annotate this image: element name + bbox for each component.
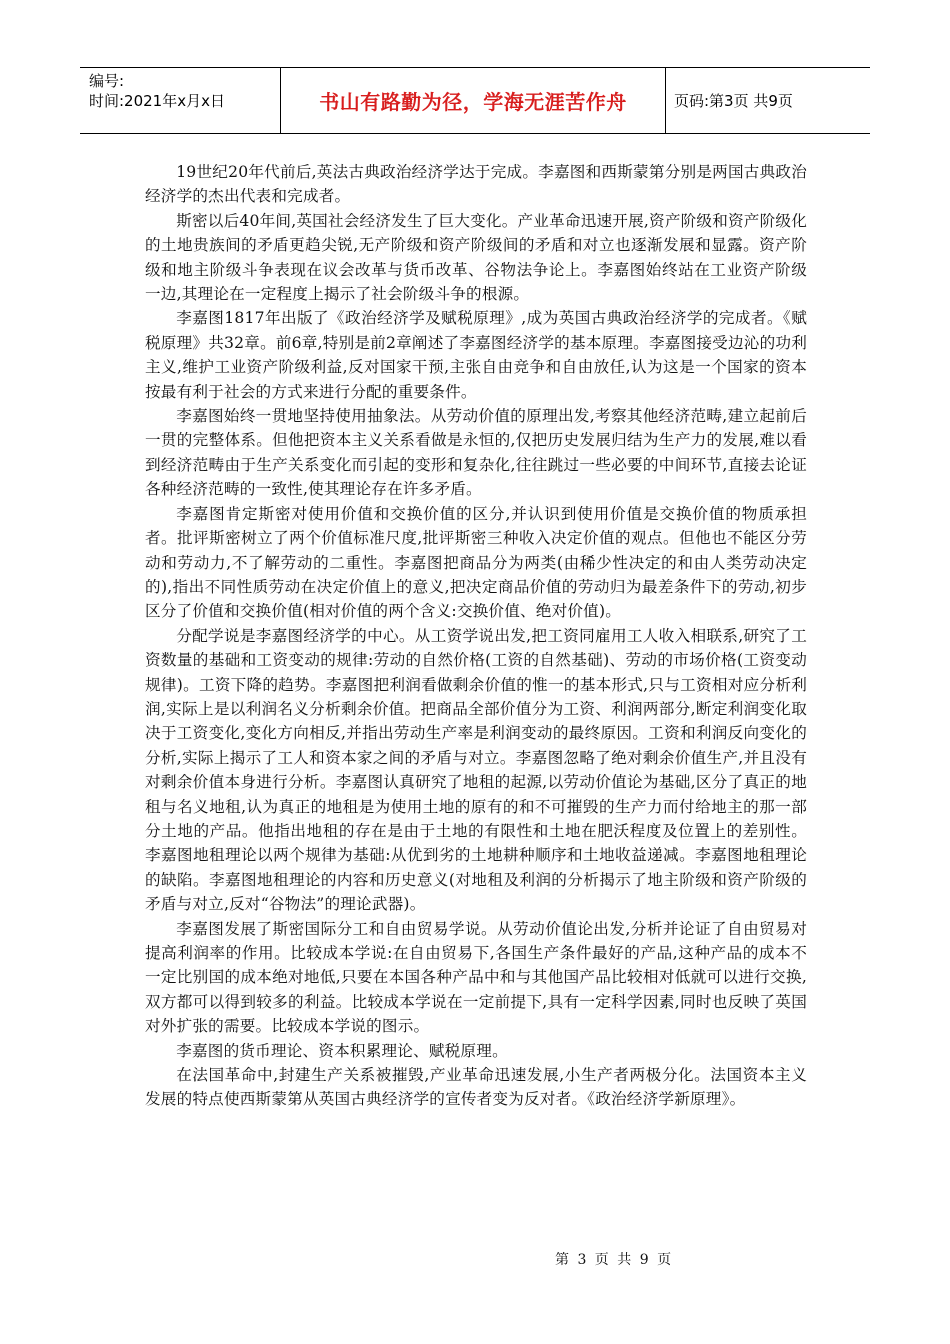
paragraph: 李嘉图发展了斯密国际分工和自由贸易学说。从劳动价值论出发,分析并论证了自由贸易对提高利润率的作用。比较成本学说:在自由贸易下,各国生产条件最好的产品,这种产品的成本不一定比别国的成本绝对地低,只要在本国各种产品中和与其他国产品比较相对低就可以进行交换,双方都可以得到较多的利益。比较成本学说在一定前提下,具有一定科学因素,同时也反映了英国对外扩张的需要。比较成本学说的图示。 xyxy=(145,919,807,1036)
page-footer: 第 3 页 共 9 页 xyxy=(555,1252,674,1268)
paragraph: 19世纪20年代前后,英法古典政治经济学达于完成。李嘉图和西斯蒙第分别是两国古典政治经济学的杰出代表和完成者。 xyxy=(145,163,807,206)
document-number-label: 编号: xyxy=(89,72,125,90)
paragraph: 李嘉图始终一贯地坚持使用抽象法。从劳动价值的原理出发,考察其他经济范畴,建立起前后一贯的完整体系。但他把资本主义关系看做是永恒的,仅把历史发展归结为生产力的发展,难以看到经济范畴由于生产关系变化而引起的变形和复杂化,往往跳过一些必要的中间环节,直接去论证各种经济范畴的一致性,使其理论存在许多矛盾。 xyxy=(145,407,807,499)
paragraph: 斯密以后40年间,英国社会经济发生了巨大变化。产业革命迅速开展,资产阶级和资产阶级化的土地贵族间的矛盾更趋尖锐,无产阶级和资产阶级间的矛盾和对立也逐渐发展和显露。资产阶级和地主阶级斗争表现在议会改革与货币改革、谷物法争论上。李嘉图始终站在工业资产阶级一边,其理论在一定程度上揭示了社会阶级斗争的根源。 xyxy=(145,211,807,304)
document-time-label: 时间:2021年x月x日 xyxy=(89,92,225,110)
header-motto: 书山有路勤为径，学海无涯苦作舟 xyxy=(281,68,666,133)
paragraph: 李嘉图的货币理论、资本积累理论、赋税原理。 xyxy=(176,1041,508,1060)
header-page-info: 页码:第3页 共9页 xyxy=(674,92,793,110)
paragraph: 李嘉图1817年出版了《政治经济学及赋税原理》,成为英国古典政治经济学的完成者。《赋税原理》共32章。前6章,特别是前2章阐述了李嘉图经济学的基本原理。李嘉图接受边沁的功利主义,维护工业资产阶级利益,反对国家干预,主张自由竞争和自由放任,认为这是一个国家的资本按最有利于社会的方式来进行分配的重要条件。 xyxy=(145,309,807,401)
paragraph: 在法国革命中,封建生产关系被摧毁,产业革命迅速发展,小生产者两极分化。法国资本主义发展的特点使西斯蒙第从英国古典经济学的宣传者变为反对者。《政治经济学新原理》。 xyxy=(145,1066,807,1109)
paragraph: 分配学说是李嘉图经济学的中心。从工资学说出发,把工资同雇用工人收入相联系,研究了工资数量的基础和工资变动的规律:劳动的自然价格(工资的自然基础)、劳动的市场价格(工资变动规律)。工资下降的趋势。李嘉图把利润看做剩余价值的惟一的基本形式,只与工资相对应分析利润,实际上是以利润名义分析剩余价值。把商品全部价值分为工资、利润两部分,断定利润变化取决于工资变化,变化方向相反,并指出劳动生产率是利润变动的最终原因。工资和利润反向变化的分析,实际上揭示了工人和资本家之间的矛盾与对立。李嘉图忽略了绝对剩余价值生产,并且没有对剩余价值本身进行分析。李嘉图认真研究了地租的起源,以劳动价值论为基础,区分了真正的地租与名义地租,认为真正的地租是为使用土地的原有的和不可摧毁的生产力而付给地主的那一部分土地的产品。他指出地租的存在是由于土地的有限性和土地在肥沃程度及位置上的差别性。李嘉图地租理论以两个规律为基础:从优到劣的土地耕种顺序和土地收益递减。李嘉图地租理论的缺陷。李嘉图地租理论的内容和历史意义(对地租及利润的分析揭示了地主阶级和资产阶级的矛盾与对立,反对“谷物法”的理论武器)。 xyxy=(145,626,807,914)
document-body xyxy=(145,160,807,1112)
header-meta-cell xyxy=(80,68,281,133)
document-header xyxy=(80,67,870,134)
paragraph: 李嘉图肯定斯密对使用价值和交换价值的区分,并认识到使用价值是交换价值的物质承担者。批评斯密树立了两个价值标准尺度,批评斯密三种收入决定价值的观点。但他也不能区分劳动和劳动力,不了解劳动的二重性。李嘉图把商品分为两类(由稀少性决定的和由人类劳动决定的),指出不同性质劳动在决定价值上的意义,把决定商品价值的劳动归为最差条件下的劳动,初步区分了价值和交换价值(相对价值的两个含义:交换价值、绝对价值)。 xyxy=(145,504,807,621)
